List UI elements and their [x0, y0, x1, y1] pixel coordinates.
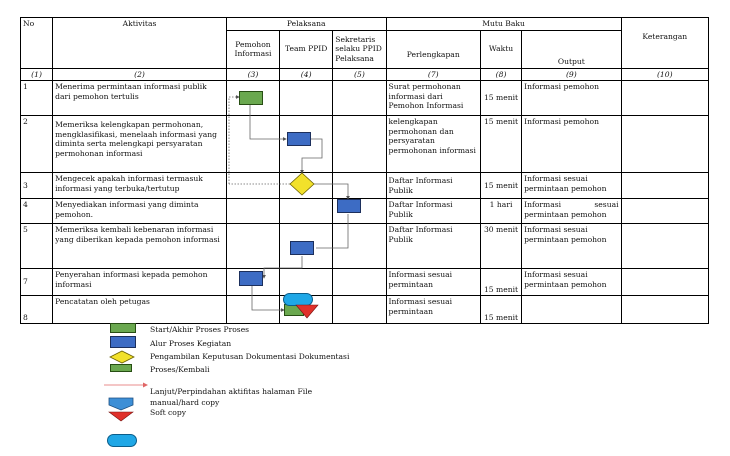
- legend-label-process: Alur Proses Kegiatan: [150, 339, 232, 348]
- column-index: (9): [522, 68, 621, 81]
- legend-cylinder-icon: [107, 434, 137, 447]
- row-output: Informasi sesuai permintaan pemohon: [522, 224, 621, 269]
- row-output: [522, 296, 621, 324]
- legend-process-icon: [110, 336, 136, 348]
- table-row: [21, 199, 709, 224]
- table-row: [21, 296, 709, 324]
- header-pelaksana: Pelaksana: [226, 18, 386, 31]
- row-waktu: 1 hari: [480, 199, 521, 224]
- process-box-shape: [239, 271, 263, 286]
- column-index: (2): [53, 68, 227, 81]
- row-no: 4: [21, 199, 53, 224]
- header-sekretaris: Sekretaris selaku PPID Pelaksana: [333, 30, 386, 68]
- row-perlengkapan: Informasi sesuai permintaan: [386, 296, 480, 324]
- column-index: (1): [21, 68, 53, 81]
- row-activity: Mengecek apakah informasi termasuk informasi yang terbuka/tertutup: [53, 173, 227, 199]
- row-no: 5: [21, 224, 53, 269]
- header-no: No: [21, 18, 53, 69]
- sop-table: [20, 17, 709, 324]
- row-no: 8: [21, 296, 53, 324]
- row-output: Informasi sesuai permintaan pemohon: [522, 269, 621, 296]
- row-output: Informasi pemohon: [522, 81, 621, 116]
- row-waktu: 15 menit: [480, 296, 521, 324]
- column-index: (5): [333, 68, 386, 81]
- row-activity: Penyerahan informasi kepada pemohon informasi: [53, 269, 227, 296]
- row-perlengkapan: kelengkapan permohonan dan persyaratan permohonan informasi: [386, 116, 480, 173]
- row-perlengkapan: Surat permohonan informasi dari Pemohon Informasi: [386, 81, 480, 116]
- row-activity: Menyediakan informasi yang diminta pemohon.: [53, 199, 227, 224]
- legend-manual-icon: [108, 397, 134, 411]
- row-perlengkapan: Daftar Informasi Publik: [386, 199, 480, 224]
- table-row: [21, 116, 709, 173]
- row-no: 1: [21, 81, 53, 116]
- header-waktu: Waktu: [480, 30, 521, 68]
- table-row: [21, 173, 709, 199]
- row-waktu: 15 menit: [480, 116, 521, 173]
- row-no: 2: [21, 116, 53, 173]
- column-index: (7): [386, 68, 480, 81]
- legend-connector-arrow: [143, 383, 148, 388]
- row-output: Informasi pemohon: [522, 116, 621, 173]
- row-perlengkapan: Informasi sesuai permintaan: [386, 269, 480, 296]
- column-index: (8): [480, 68, 521, 81]
- column-index: (3): [226, 68, 279, 81]
- header-output: Output: [522, 30, 621, 68]
- legend-terminal-icon: [110, 323, 136, 333]
- row-output: Informasi sesuai permintaan pemohon: [522, 173, 621, 199]
- row-output: Informasi sesuai permintaan pemohon: [522, 199, 621, 224]
- row-activity: Memeriksa kelengkapan permohonan, mengklasifikasi, menelaah informasi yang diminta serta melengkapi persyaratan permohonan informasi: [53, 116, 227, 173]
- header-mutu-baku: Mutu Baku: [386, 18, 621, 31]
- row-waktu: 30 menit: [480, 224, 521, 269]
- row-perlengkapan: Daftar Informasi Publik: [386, 224, 480, 269]
- header-aktivitas: Aktivitas: [53, 18, 227, 69]
- row-perlengkapan: Daftar Informasi Publik: [386, 173, 480, 199]
- decision-diamond-shape: [290, 173, 314, 195]
- legend-softcopy-icon: [108, 411, 134, 422]
- row-no: 3: [21, 173, 53, 199]
- row-waktu: 15 menit: [480, 173, 521, 199]
- table-row: [21, 269, 709, 296]
- process-box-shape: [287, 132, 311, 146]
- legend-label-back: Proses/Kembali: [150, 365, 210, 374]
- legend-back-icon: [110, 364, 132, 372]
- row-activity: Memeriksa kembali kebenaran informasi yang diberikan kepada pemohon informasi: [53, 224, 227, 269]
- softcopy-triangle-shape: [296, 305, 318, 318]
- column-index: (10): [621, 68, 708, 81]
- header-team-ppid: Team PPID: [280, 30, 333, 68]
- process-box-shape: [337, 199, 361, 213]
- header-keterangan: Keterangan: [621, 18, 708, 69]
- legend-decision-icon: [110, 351, 134, 363]
- header-pemohon: Pemohon Informasi: [226, 30, 279, 68]
- legend-label-softcopy: Soft copy: [150, 408, 187, 417]
- legend-label-decision: Pengambilan Keputusan Dokumentasi Dokumentasi: [150, 352, 350, 361]
- row-activity: Pencatatan oleh petugas: [53, 296, 227, 324]
- table-row: [21, 81, 709, 116]
- column-index-row: [21, 68, 709, 81]
- row-no: 7: [21, 269, 53, 296]
- legend-label-start-end: Start/Akhir Proses Proses: [150, 325, 250, 334]
- column-index: (4): [280, 68, 333, 81]
- start-terminal-shape: [239, 91, 263, 105]
- header-perlengkapan: Perlengkapan: [386, 30, 480, 68]
- process-box-shape: [290, 241, 314, 255]
- row-waktu: 15 menit: [480, 81, 521, 116]
- row-waktu: 15 menit: [480, 269, 521, 296]
- legend-label-manual: manual/hard copy: [150, 398, 220, 407]
- table-row: [21, 224, 709, 269]
- legend-label-connector: Lanjut/Perpindahan aktifitas halaman File: [150, 387, 313, 396]
- row-activity: Menerima permintaan informasi publik dari pemohon tertulis: [53, 81, 227, 116]
